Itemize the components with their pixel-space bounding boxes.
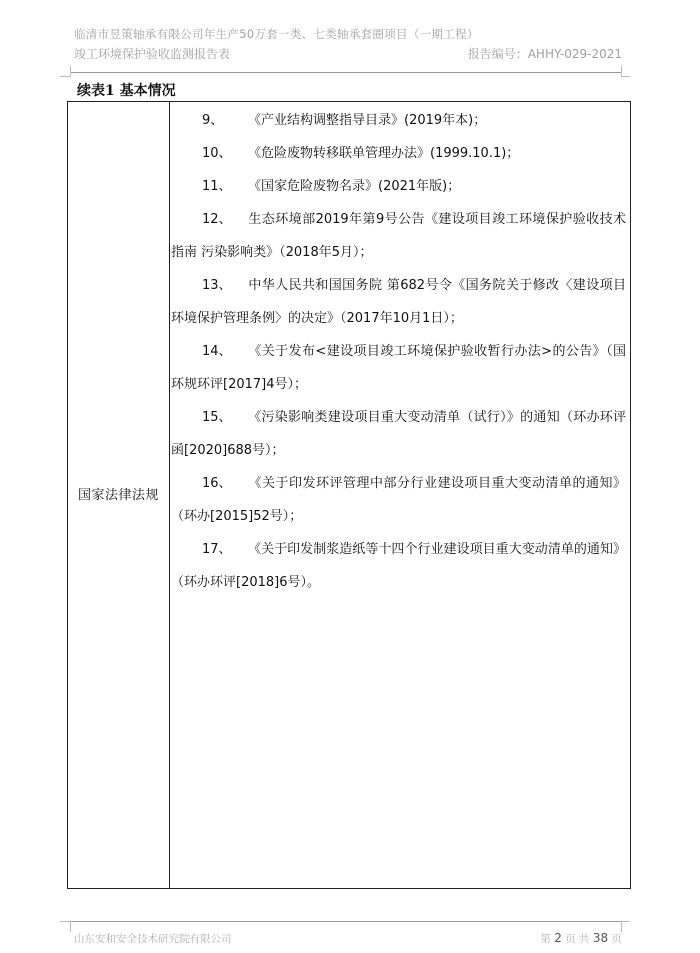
page-footer	[74, 931, 622, 946]
item-text: 《污染影响类建设项目重大变动清单（试行）》的通知（环办环评函[2020]688号）；	[171, 410, 626, 458]
item-text: 《关于印发环评管理中部分行业建设项目重大变动清单的通知》（环办[2015]52号）；	[171, 476, 626, 524]
footer-crop-mark-right	[621, 921, 630, 932]
page-prefix: 第	[540, 933, 551, 945]
item-text: 《产业结构调整指导目录》(2019年本)；	[248, 113, 487, 128]
basic-info-table	[67, 101, 631, 889]
footer-company: 山东安和安全技术研究院有限公司	[74, 933, 232, 945]
table-column-divider	[169, 102, 170, 888]
list-item	[171, 401, 626, 467]
item-number: 11、	[202, 179, 232, 194]
list-item	[171, 203, 626, 269]
item-number: 12、	[202, 212, 232, 227]
page-suffix: 页	[611, 933, 622, 945]
item-number: 10、	[202, 146, 232, 161]
regulation-list	[171, 104, 626, 599]
list-item	[171, 467, 626, 533]
item-number: 17、	[202, 542, 232, 557]
header-line2	[74, 45, 622, 62]
item-number: 15、	[202, 410, 232, 425]
header-rule	[70, 72, 622, 73]
list-item	[171, 269, 626, 335]
page-total: 38	[592, 931, 609, 945]
header-crop-mark-left	[60, 66, 71, 77]
item-text: 生态环境部2019年第9号公告《建设项目竣工环境保护验收技术指南 污染影响类》（2018年5月）；	[171, 212, 626, 260]
header-report-number: 报告编号：AHHY-029-2021	[467, 47, 622, 61]
item-number: 13、	[202, 278, 232, 293]
list-item	[171, 533, 626, 599]
list-item	[171, 137, 626, 170]
footer-rule	[70, 921, 622, 922]
page-middle: 页 共	[565, 933, 590, 945]
item-text: 《危险废物转移联单管理办法》(1999.10.1)；	[248, 146, 520, 161]
section-title: 续表1 基本情况	[77, 83, 176, 99]
header-report-name: 竣工环境保护验收监测报告表	[74, 47, 231, 61]
footer-crop-mark-left	[60, 921, 71, 932]
list-item	[171, 335, 626, 401]
item-number: 9、	[202, 113, 224, 128]
list-item	[171, 104, 626, 137]
item-text: 《关于印发制浆造纸等十四个行业建设项目重大变动清单的通知》（环办环评[2018]6号）。	[171, 542, 626, 590]
item-text: 中华人民共和国国务院 第682号令《国务院关于修改〈建设项目环境保护管理条例〉的决定》（2017年10月1日）；	[171, 278, 626, 326]
item-number: 16、	[202, 476, 232, 491]
item-number: 14、	[202, 344, 232, 359]
page-number	[540, 931, 622, 946]
page-current: 2	[554, 931, 562, 945]
page-header	[74, 26, 622, 62]
header-crop-mark-right	[621, 66, 630, 77]
row-label-national-laws: 国家法律法规	[77, 488, 159, 503]
list-item	[171, 170, 626, 203]
item-text: 《关于发布<建设项目竣工环境保护验收暂行办法>的公告》（国环规环评[2017]4号）；	[171, 344, 626, 392]
item-text: 《国家危险废物名录》(2021年版)；	[248, 179, 461, 194]
header-project-title: 临清市昱策轴承有限公司年生产50万套一类、七类轴承套圈项目（一期工程）	[74, 27, 479, 41]
